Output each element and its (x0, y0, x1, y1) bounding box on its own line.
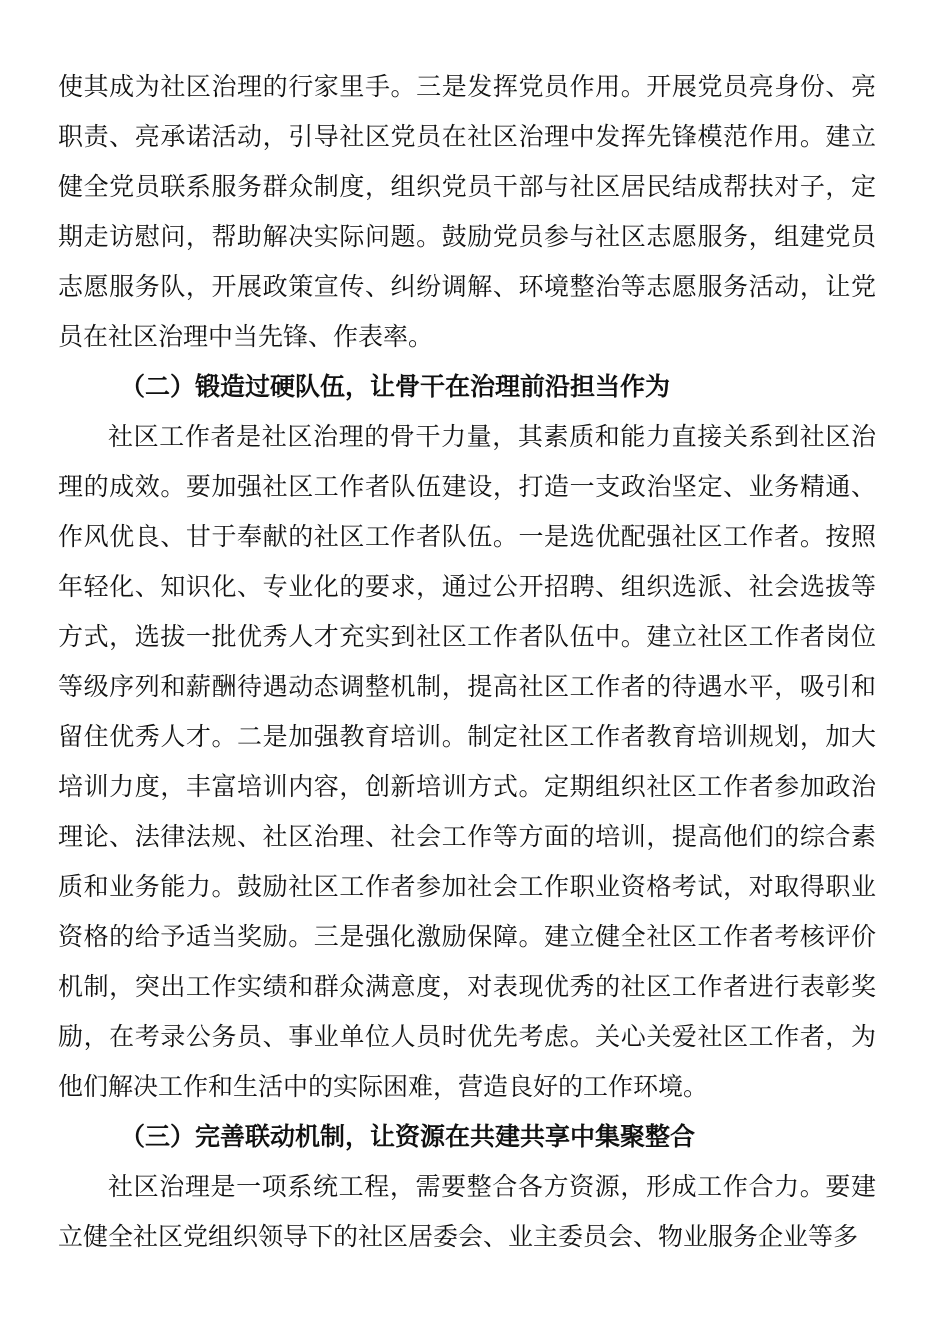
body-paragraph-2: 社区工作者是社区治理的骨干力量，其素质和能力直接关系到社区治理的成效。要加强社区工作者队伍建设，打造一支政治坚定、业务精通、作风优良、甘于奉献的社区工作者队伍。一是选优配强社区工作者。按照年轻化、知识化、专业化的要求，通过公开招聘、组织选派、社会选拔等方式，选拔一批优秀人才充实到社区工作者队伍中。建立社区工作者岗位等级序列和薪酬待遇动态调整机制，提高社区工作者的待遇水平，吸引和留住优秀人才。二是加强教育培训。制定社区工作者教育培训规划，加大培训力度，丰富培训内容，创新培训方式。定期组织社区工作者参加政治理论、法律法规、社区治理、社会工作等方面的培训，提高他们的综合素质和业务能力。鼓励社区工作者参加社会工作职业资格考试，对取得职业资格的给予适当奖励。三是强化激励保障。建立健全社区工作者考核评价机制，突出工作实绩和群众满意度，对表现优秀的社区工作者进行表彰奖励，在考录公务员、事业单位人员时优先考虑。关心关爱社区工作者，为他们解决工作和生活中的实际困难，营造良好的工作环境。 (58, 422, 876, 1101)
section-heading-2: （二）锻造过硬队伍，让骨干在治理前沿担当作为 (120, 372, 671, 401)
body-paragraph-1: 使其成为社区治理的行家里手。三是发挥党员作用。开展党员亮身份、亮职责、亮承诺活动，引导社区党员在社区治理中发挥先锋模范作用。建立健全党员联系服务群众制度，组织党员干部与社区居民结成帮扶对子，定期走访慰问，帮助解决实际问题。鼓励党员参与社区志愿服务，组建党员志愿服务队，开展政策宣传、纠纷调解、环境整治等志愿服务活动，让党员在社区治理中当先锋、作表率。 (58, 72, 876, 351)
body-paragraph-3: 社区治理是一项系统工程，需要整合各方资源，形成工作合力。要建立健全社区党组织领导下的社区居委会、业主委员会、物业服务企业等多 (58, 1172, 876, 1251)
document-page (58, 62, 876, 1262)
section-heading-3: （三）完善联动机制，让资源在共建共享中集聚整合 (120, 1122, 696, 1151)
